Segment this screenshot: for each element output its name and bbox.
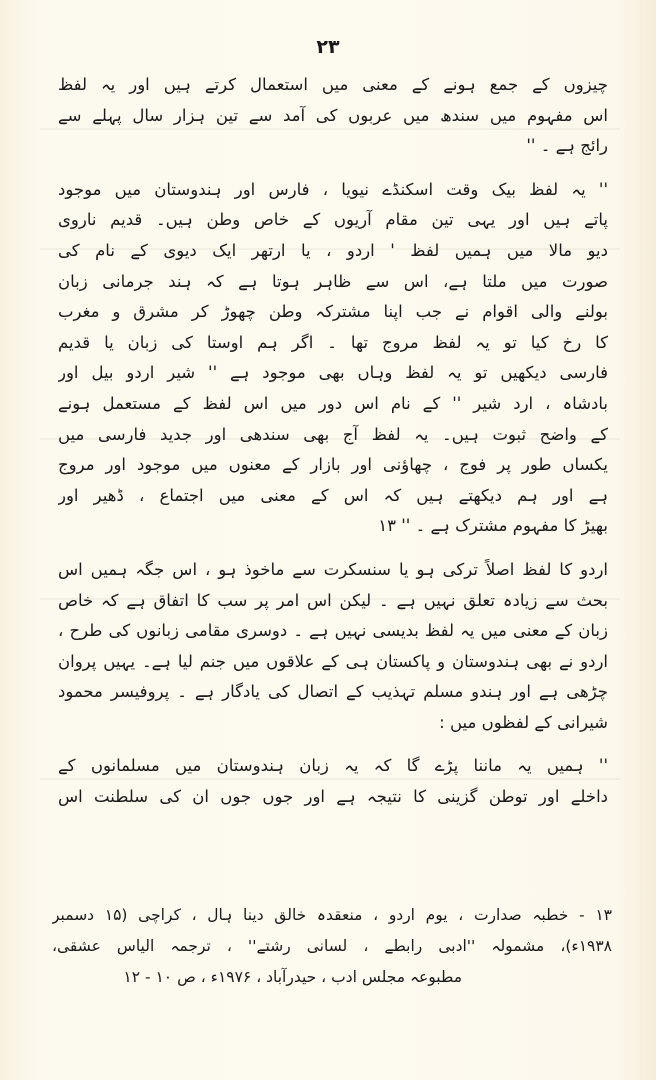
text-line: ہے اور ہم دیکھتے ہیں کہ اس کے معنی میں اجتماع ، ڈھیر اور: [58, 485, 608, 505]
footnote-line: ۱۳ - خطبہ صدارت ، یوم اردو ، منعقدہ خالق دینا ہال ، کراچی (۱۵ دسمبر: [52, 906, 612, 924]
text-line: فارسی دیکھیں تو یہ لفظ وہاں بھی موجود ہے '' شیر اردو بیل اور: [58, 363, 608, 383]
text-line: زبان کے معنی میں یہ لفظ بدیسی نہیں ہے ۔ دوسری مقامی زبانوں کی طرح ،: [58, 621, 608, 641]
text-line: یکساں طور پر فوج ، چھاؤنی اور بازار کے معنوں میں موجود اور مروج: [58, 455, 608, 475]
text-line: دیو مالا میں ہمیں لفظ ' اردو ، یا ارتھر ایک دیوی کے نام کی: [58, 240, 608, 260]
footnote-line: ۱۹۳۸ء)، مشمولہ ''ادبی رابطے ، لسانی رشتے'' ، ترجمہ الیاس عشقی،: [52, 937, 612, 955]
main-text: [58, 70, 608, 813]
paragraph-2-quote: [58, 175, 608, 542]
text-line: بحث سے زیادہ تعلق نہیں ہے ۔ لیکن اس امر پر سب کا اتفاق ہے کہ خاص: [58, 590, 608, 610]
text-line: بھیڑ کا مفہوم مشترک ہے ۔ '' ۱۳: [378, 516, 608, 536]
text-line: اس مفہوم میں سندھ میں عربوں کی آمد سے تین ہزار سال پہلے سے: [58, 105, 608, 125]
paragraph-1: [58, 70, 608, 162]
text-line: '' ہمیں یہ ماننا پڑے گا کہ یہ زبان ہندوستان میں مسلمانوں کے: [58, 756, 608, 776]
paragraph-gap: [58, 738, 608, 751]
text-line: کا رخ کیا تو یہ لفظ مروج تھا ۔ اگر ہم اوستا کی زبان یا قدیم: [58, 332, 608, 352]
text-line: اردو نے بھی ہندوستان و پاکستان ہی کے علاقوں میں جنم لیا ہے۔ یہیں پروان: [58, 651, 608, 671]
text-line: اردو کا لفظ اصلاً ترکی ہو یا سنسکرت سے ماخوذ ہو ، اس جگہ ہمیں اس: [58, 559, 608, 579]
text-line: صورت میں ملتا ہے، اس سے ظاہر ہوتا ہے کہ ہند جرمانی زبان: [58, 271, 608, 291]
paragraph-gap: [58, 162, 608, 175]
text-line: کے واضح ثبوت ہیں۔ یہ لفظ آج بھی سندھی اور جدید فارسی میں: [58, 424, 608, 444]
paragraph-gap: [58, 542, 608, 555]
text-line: چڑھی ہے اور ہندو مسلم تہذیب کے اتصال کی یادگار ہے ۔ پروفیسر محمود: [58, 682, 608, 702]
text-line: داخلے اور توطن گزینی کا نتیجہ ہے اور جوں جوں ان کی سلطنت اس: [58, 787, 608, 807]
footnote: [52, 900, 612, 993]
text-line: شیرانی کے لفظوں میں :: [439, 712, 608, 732]
text-line: بولنے والی اقوام نے جب اپنا مشترکہ وطن چھوڑ کر مشرق و مغرب: [58, 302, 608, 322]
text-line: چیزوں کے جمع ہونے کے معنی میں استعمال کرتے ہیں اور یہ لفظ: [58, 75, 608, 94]
paragraph-3: [58, 555, 608, 739]
text-line: '' یہ لفظ بیک وقت اسکنڈے نیویا ، فارس اور ہندوستان میں موجود: [58, 179, 608, 199]
text-line: پاتے ہیں اور یہی تین مقام آریوں کے خاص وطن ہیں۔ قدیم ناروی: [58, 210, 608, 230]
page-number: ۲۳: [316, 36, 340, 58]
text-line: بادشاہ ، ارد شیر '' کے نام اس دور میں اس لفظ کے مستعمل ہونے: [58, 393, 608, 413]
footnote-line: مطبوعہ مجلس ادب ، حیدرآباد ، ۱۹۷۶ء ، ص ۱۰ - ۱۲: [123, 968, 462, 986]
text-line: رائج ہے ۔ '': [526, 136, 608, 156]
paragraph-4-quote: [58, 751, 608, 812]
